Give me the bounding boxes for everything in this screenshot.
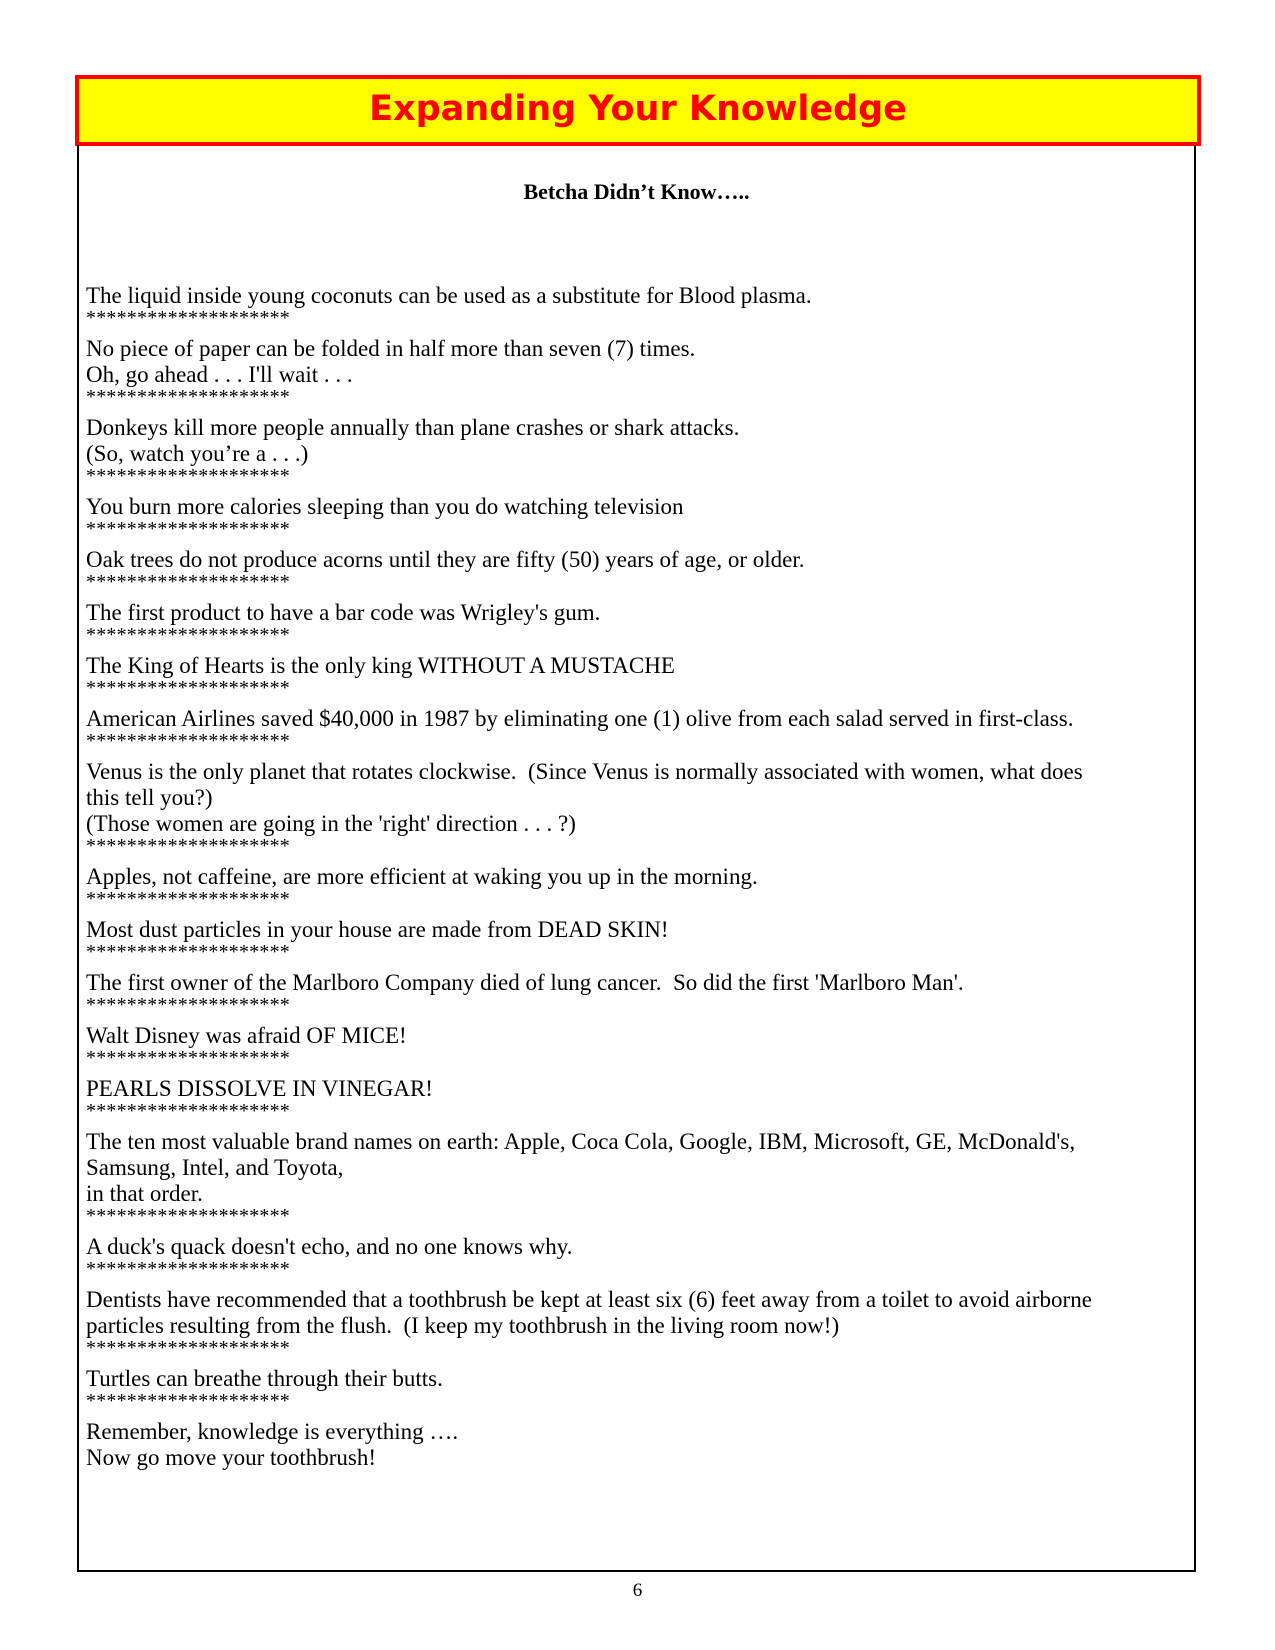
page-title: Expanding Your Knowledge bbox=[369, 88, 907, 129]
fact-text: Apples, not caffeine, are more efficient at waking you up in the morning. bbox=[86, 864, 758, 889]
fact-item bbox=[86, 970, 1182, 1014]
separator-stars: ******************** bbox=[86, 520, 290, 538]
fact-text: A duck's quack doesn't echo, and no one knows why. bbox=[86, 1234, 573, 1259]
fact-text: The first product to have a bar code was Wrigley's gum. bbox=[86, 600, 601, 625]
closing-text: Remember, knowledge is everything …. bbox=[86, 1419, 459, 1444]
fact-item bbox=[86, 864, 1182, 908]
separator-stars: ******************** bbox=[86, 1049, 290, 1067]
separator-stars: ******************** bbox=[86, 890, 290, 908]
fact-text: No piece of paper can be folded in half more than seven (7) times. bbox=[86, 336, 696, 361]
fact-item bbox=[86, 1366, 1182, 1410]
separator-stars: ******************** bbox=[86, 1260, 290, 1278]
fact-text: Turtles can breathe through their butts. bbox=[86, 1366, 443, 1391]
fact-item bbox=[86, 1129, 1182, 1225]
fact-text: this tell you?) bbox=[86, 785, 213, 810]
facts-list bbox=[86, 283, 1182, 1471]
fact-text: Venus is the only planet that rotates clockwise. (Since Venus is normally associated with women, what does bbox=[86, 759, 1083, 784]
fact-text: Oak trees do not produce acorns until they are fifty (50) years of age, or older. bbox=[86, 547, 805, 572]
separator-stars: ******************** bbox=[86, 1102, 290, 1120]
fact-text: PEARLS DISSOLVE IN VINEGAR! bbox=[86, 1076, 433, 1101]
fact-text: American Airlines saved $40,000 in 1987 by eliminating one (1) olive from each salad served in first-class. bbox=[86, 706, 1074, 731]
fact-item bbox=[86, 1076, 1182, 1120]
fact-item bbox=[86, 600, 1182, 644]
fact-text: Donkeys kill more people annually than plane crashes or shark attacks. bbox=[86, 415, 740, 440]
fact-text: Dentists have recommended that a toothbrush be kept at least six (6) feet away from a toilet to avoid airborne bbox=[86, 1287, 1092, 1312]
fact-text: (Those women are going in the 'right' direction . . . ?) bbox=[86, 811, 576, 836]
separator-stars: ******************** bbox=[86, 309, 290, 327]
fact-item bbox=[86, 653, 1182, 697]
separator-stars: ******************** bbox=[86, 837, 290, 855]
fact-item bbox=[86, 336, 1182, 406]
closing-note bbox=[86, 1419, 1182, 1471]
fact-text: particles resulting from the flush. (I keep my toothbrush in the living room now!) bbox=[86, 1313, 840, 1338]
separator-stars: ******************** bbox=[86, 1339, 290, 1357]
separator-stars: ******************** bbox=[86, 573, 290, 591]
separator-stars: ******************** bbox=[86, 732, 290, 750]
fact-text: in that order. bbox=[86, 1181, 203, 1206]
fact-text: Oh, go ahead . . . I'll wait . . . bbox=[86, 362, 353, 387]
fact-text: The King of Hearts is the only king WITHOUT A MUSTACHE bbox=[86, 653, 675, 678]
fact-text: The liquid inside young coconuts can be used as a substitute for Blood plasma. bbox=[86, 283, 812, 308]
fact-item bbox=[86, 706, 1182, 750]
fact-item bbox=[86, 1023, 1182, 1067]
header-banner bbox=[75, 75, 1201, 146]
fact-item bbox=[86, 1287, 1182, 1357]
separator-stars: ******************** bbox=[86, 679, 290, 697]
separator-stars: ******************** bbox=[86, 626, 290, 644]
fact-text: (So, watch you’re a . . .) bbox=[86, 441, 309, 466]
separator-stars: ******************** bbox=[86, 1207, 290, 1225]
fact-item bbox=[86, 759, 1182, 855]
section-subtitle: Betcha Didn’t Know….. bbox=[523, 179, 750, 204]
separator-stars: ******************** bbox=[86, 1392, 290, 1410]
page-number: 6 bbox=[632, 1580, 643, 1601]
separator-stars: ******************** bbox=[86, 943, 290, 961]
fact-text: The first owner of the Marlboro Company died of lung cancer. So did the first 'Marlboro Man'. bbox=[86, 970, 964, 995]
content-box bbox=[77, 145, 1196, 1572]
separator-stars: ******************** bbox=[86, 467, 290, 485]
fact-item bbox=[86, 494, 1182, 538]
fact-text: Samsung, Intel, and Toyota, bbox=[86, 1155, 344, 1180]
fact-item bbox=[86, 415, 1182, 485]
fact-item bbox=[86, 1234, 1182, 1278]
fact-item bbox=[86, 917, 1182, 961]
closing-text: Now go move your toothbrush! bbox=[86, 1445, 377, 1470]
separator-stars: ******************** bbox=[86, 388, 290, 406]
separator-stars: ******************** bbox=[86, 996, 290, 1014]
fact-text: Most dust particles in your house are made from DEAD SKIN! bbox=[86, 917, 669, 942]
fact-item bbox=[86, 283, 1182, 327]
fact-text: Walt Disney was afraid OF MICE! bbox=[86, 1023, 407, 1048]
fact-item bbox=[86, 547, 1182, 591]
fact-text: You burn more calories sleeping than you do watching television bbox=[86, 494, 684, 519]
fact-text: The ten most valuable brand names on earth: Apple, Coca Cola, Google, IBM, Microsoft, GE, McDonald's, bbox=[86, 1129, 1076, 1154]
